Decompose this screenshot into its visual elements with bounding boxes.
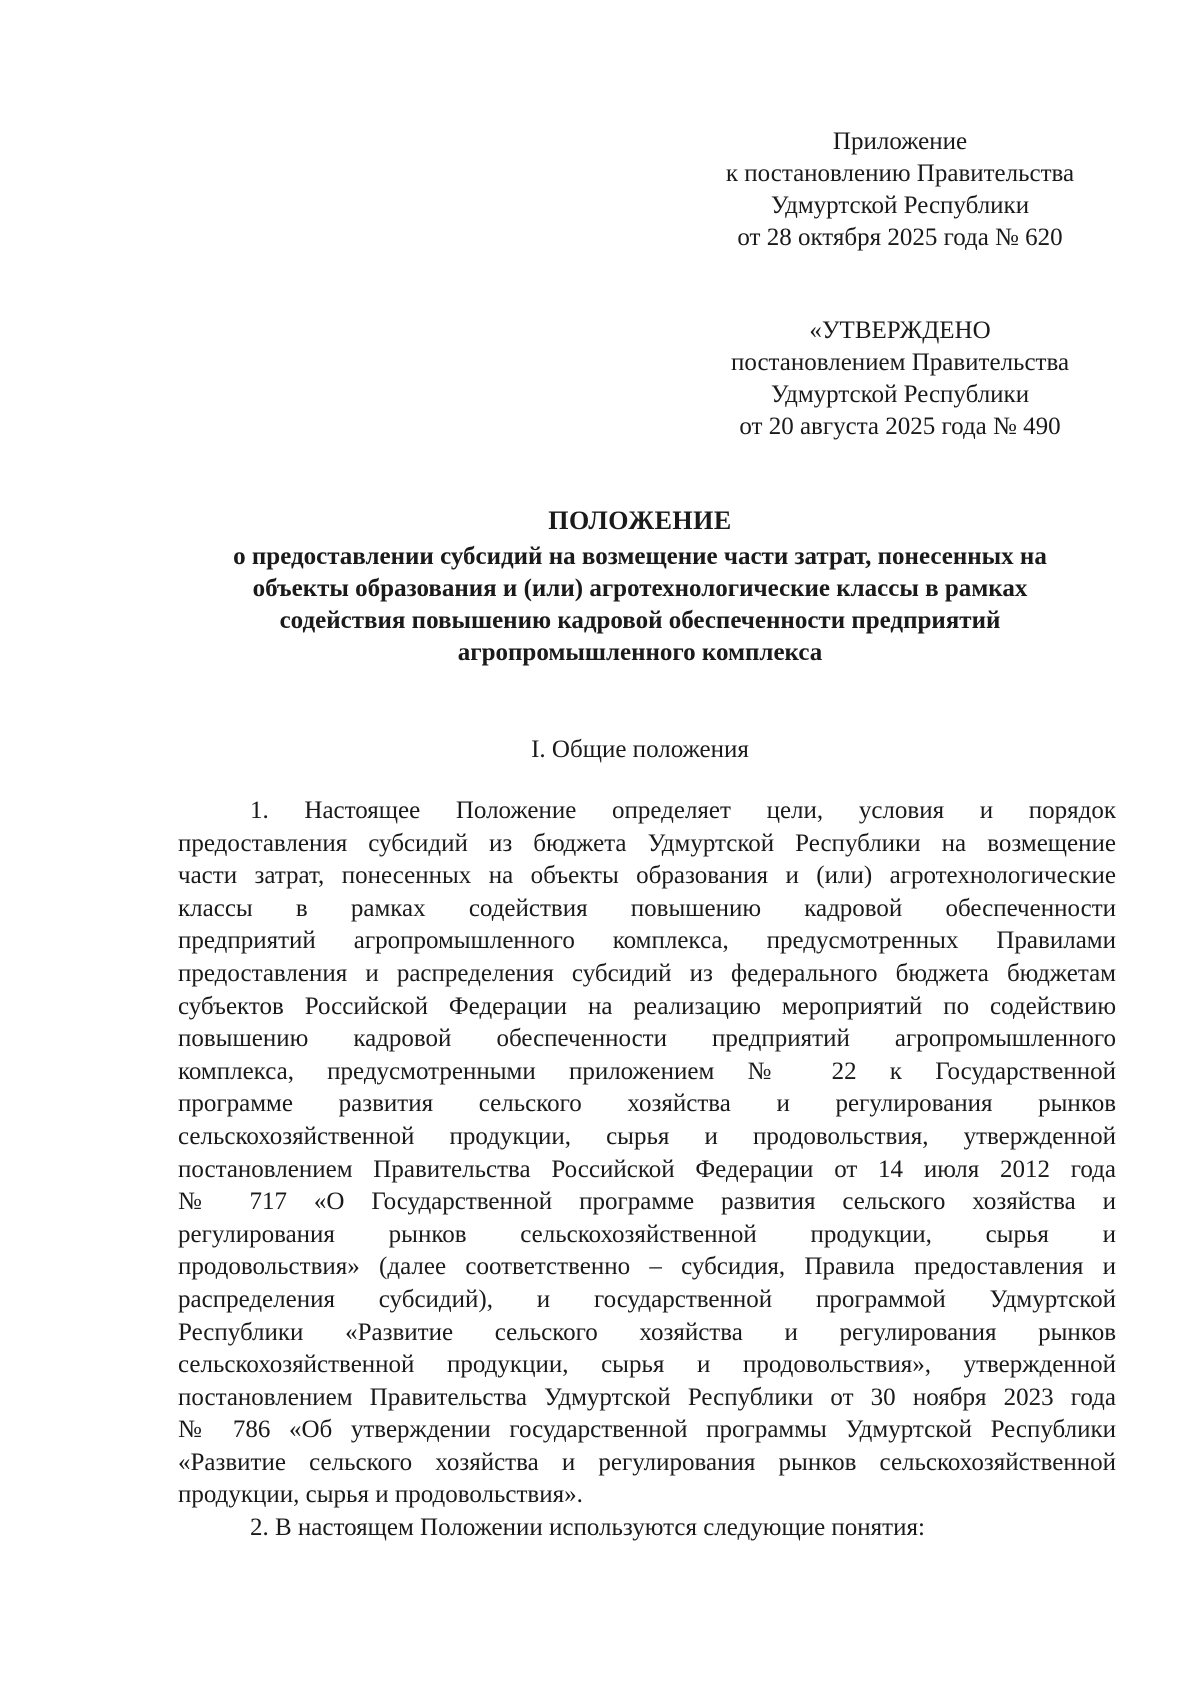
paragraph-1-line: программе развития сельского хозяйства и регулирования рынков: [178, 1090, 1116, 1118]
paragraph-1-line: продукции, сырья и продовольствия».: [178, 1481, 583, 1509]
document-subtitle-line: объекты образования и (или) агротехнологические классы в рамках: [252, 575, 1028, 602]
document-title: ПОЛОЖЕНИЕ: [548, 506, 732, 535]
document-subtitle-line: содействия повышению кадровой обеспеченности предприятий: [279, 607, 1001, 634]
paragraph-1-line: «Развитие сельского хозяйства и регулирования рынков сельскохозяйственной: [178, 1448, 1116, 1476]
paragraph-1-line: субъектов Российской Федерации на реализацию мероприятий по содействию: [178, 992, 1116, 1020]
approved-line: постановлением Правительства: [730, 349, 1070, 376]
paragraph-1-line: классы в рамках содействия повышению кадровой обеспеченности: [178, 894, 1116, 922]
paragraph-1-line: предоставления субсидий из бюджета Удмуртской Республики на возмещение: [178, 829, 1116, 857]
approved-line: от 20 августа 2025 года № 490: [739, 413, 1061, 440]
paragraph-1-line: постановлением Правительства Удмуртской Республики от 30 ноября 2023 года: [178, 1383, 1116, 1411]
paragraph-1-line: продовольствия» (далее соответственно – субсидия, Правила предоставления и: [178, 1253, 1116, 1281]
approved-line: Удмуртской Республики: [770, 381, 1030, 408]
paragraph-1-line: № 786 «Об утверждении государственной программы Удмуртской Республики: [178, 1416, 1116, 1444]
paragraph-1-line: сельскохозяйственной продукции, сырья и продовольствия, утвержденной: [178, 1122, 1116, 1150]
paragraph-1-line: предприятий агропромышленного комплекса, предусмотренных Правилами: [178, 927, 1116, 955]
paragraph-1-line: распределения субсидий), и государственной программой Удмуртской: [178, 1285, 1116, 1313]
paragraph-1-line: предоставления и распределения субсидий из федерального бюджета бюджетам: [178, 959, 1116, 987]
paragraph-1-line: комплекса, предусмотренными приложением № 22 к Государственной: [178, 1057, 1116, 1085]
paragraph-1-line: повышению кадровой обеспеченности предприятий агропромышленного: [178, 1025, 1116, 1053]
paragraph-1-line: сельскохозяйственной продукции, сырья и продовольствия», утвержденной: [178, 1351, 1116, 1379]
document-subtitle-line: агропромышленного комплекса: [457, 639, 823, 666]
document-subtitle-line: о предоставлении субсидий на возмещение части затрат, понесенных на: [233, 543, 1047, 570]
paragraph-2-line: 2. В настоящем Положении используются следующие понятия:: [250, 1514, 925, 1542]
approved-block: [690, 315, 1110, 443]
appendix-block: [690, 126, 1110, 254]
paragraph-1-line: Республики «Развитие сельского хозяйства и регулирования рынков: [178, 1318, 1116, 1346]
appendix-line: Удмуртской Республики: [770, 192, 1030, 219]
section-heading: I. Общие положения: [531, 736, 749, 763]
paragraph-1-line: постановлением Правительства Российской Федерации от 14 июля 2012 года: [178, 1155, 1116, 1183]
paragraph-1-line: регулирования рынков сельскохозяйственной продукции, сырья и: [178, 1220, 1116, 1248]
appendix-line: от 28 октября 2025 года № 620: [737, 224, 1063, 251]
appendix-line: к постановлению Правительства: [725, 160, 1075, 187]
approved-line: «УТВЕРЖДЕНО: [809, 317, 991, 344]
paragraph-1-line: № 717 «О Государственной программе развития сельского хозяйства и: [178, 1188, 1116, 1216]
document-title-block: [190, 505, 1090, 669]
paragraph-1-line: 1. Настоящее Положение определяет цели, условия и порядок: [250, 797, 1116, 824]
document-body: [178, 795, 1116, 1545]
appendix-line: Приложение: [832, 128, 968, 155]
paragraph-1-line: части затрат, понесенных на объекты образования и (или) агротехнологические: [178, 862, 1116, 890]
